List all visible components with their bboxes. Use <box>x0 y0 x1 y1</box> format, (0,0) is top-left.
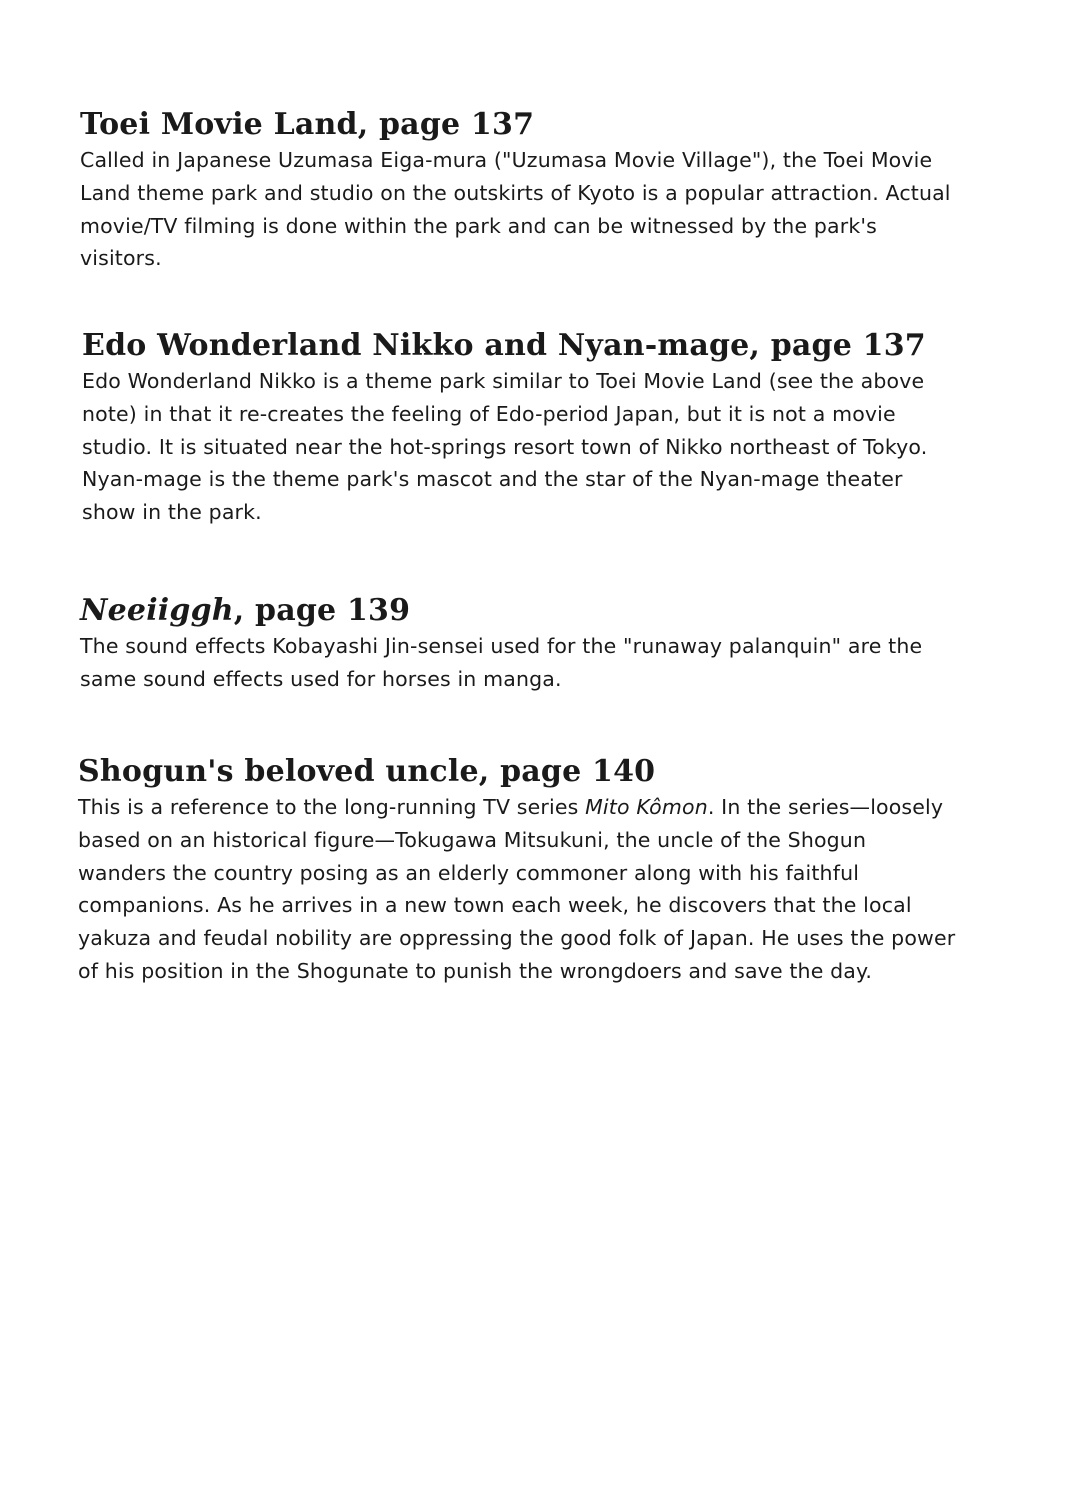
note-body: Called in Japanese Uzumasa Eiga-mura ("Uzumasa Movie Village"), the Toei Movie Land theme park and studio on the outskirts of Kyoto is a popular attraction. Actual movie/TV filming is done within the park and can be witnessed by the park's visitors. <box>80 148 951 271</box>
note-title: Shogun's beloved uncle, page 140 <box>78 754 656 789</box>
note-title-rest: , page 139 <box>233 593 411 628</box>
note-title: Edo Wonderland Nikko and Nyan-mage, page 137 <box>82 328 926 363</box>
note-title <box>80 592 960 630</box>
note-body <box>78 791 958 988</box>
note-body-after: . In the series—loosely based on an historical figure—Tokugawa Mitsukuni, the uncle of the Shogun wanders the country posing as an elderly commoner along with his faithful companions. As he arrives in a new town each week, he discovers that the local yakuza and feudal nobility are oppressing the good folk of Japan. He uses the power of his position in the Shogunate to punish the wrongdoers and save the day. <box>78 795 956 983</box>
note-body-before: This is a reference to the long-running TV series <box>78 795 586 819</box>
note-title-italic: Neeiiggh <box>80 593 234 628</box>
note-title: Toei Movie Land, page 137 <box>80 107 535 142</box>
note-neeiiggh <box>80 592 960 696</box>
note-edo-wonderland <box>82 327 962 529</box>
note-toei-movie-land <box>80 106 960 275</box>
note-body: The sound effects Kobayashi Jin-sensei used for the "runaway palanquin" are the same sound effects used for horses in manga. <box>80 634 923 691</box>
note-shogun-uncle <box>78 753 958 988</box>
note-body-italic: Mito Kômon <box>585 795 708 819</box>
note-body: Edo Wonderland Nikko is a theme park similar to Toei Movie Land (see the above note) in that it re-creates the feeling of Edo-period Japan, but it is not a movie studio. It is situated near the hot-springs resort town of Nikko northeast of Tokyo. Nyan-mage is the theme park's mascot and the star of the Nyan-mage theater show in the park. <box>82 369 928 525</box>
